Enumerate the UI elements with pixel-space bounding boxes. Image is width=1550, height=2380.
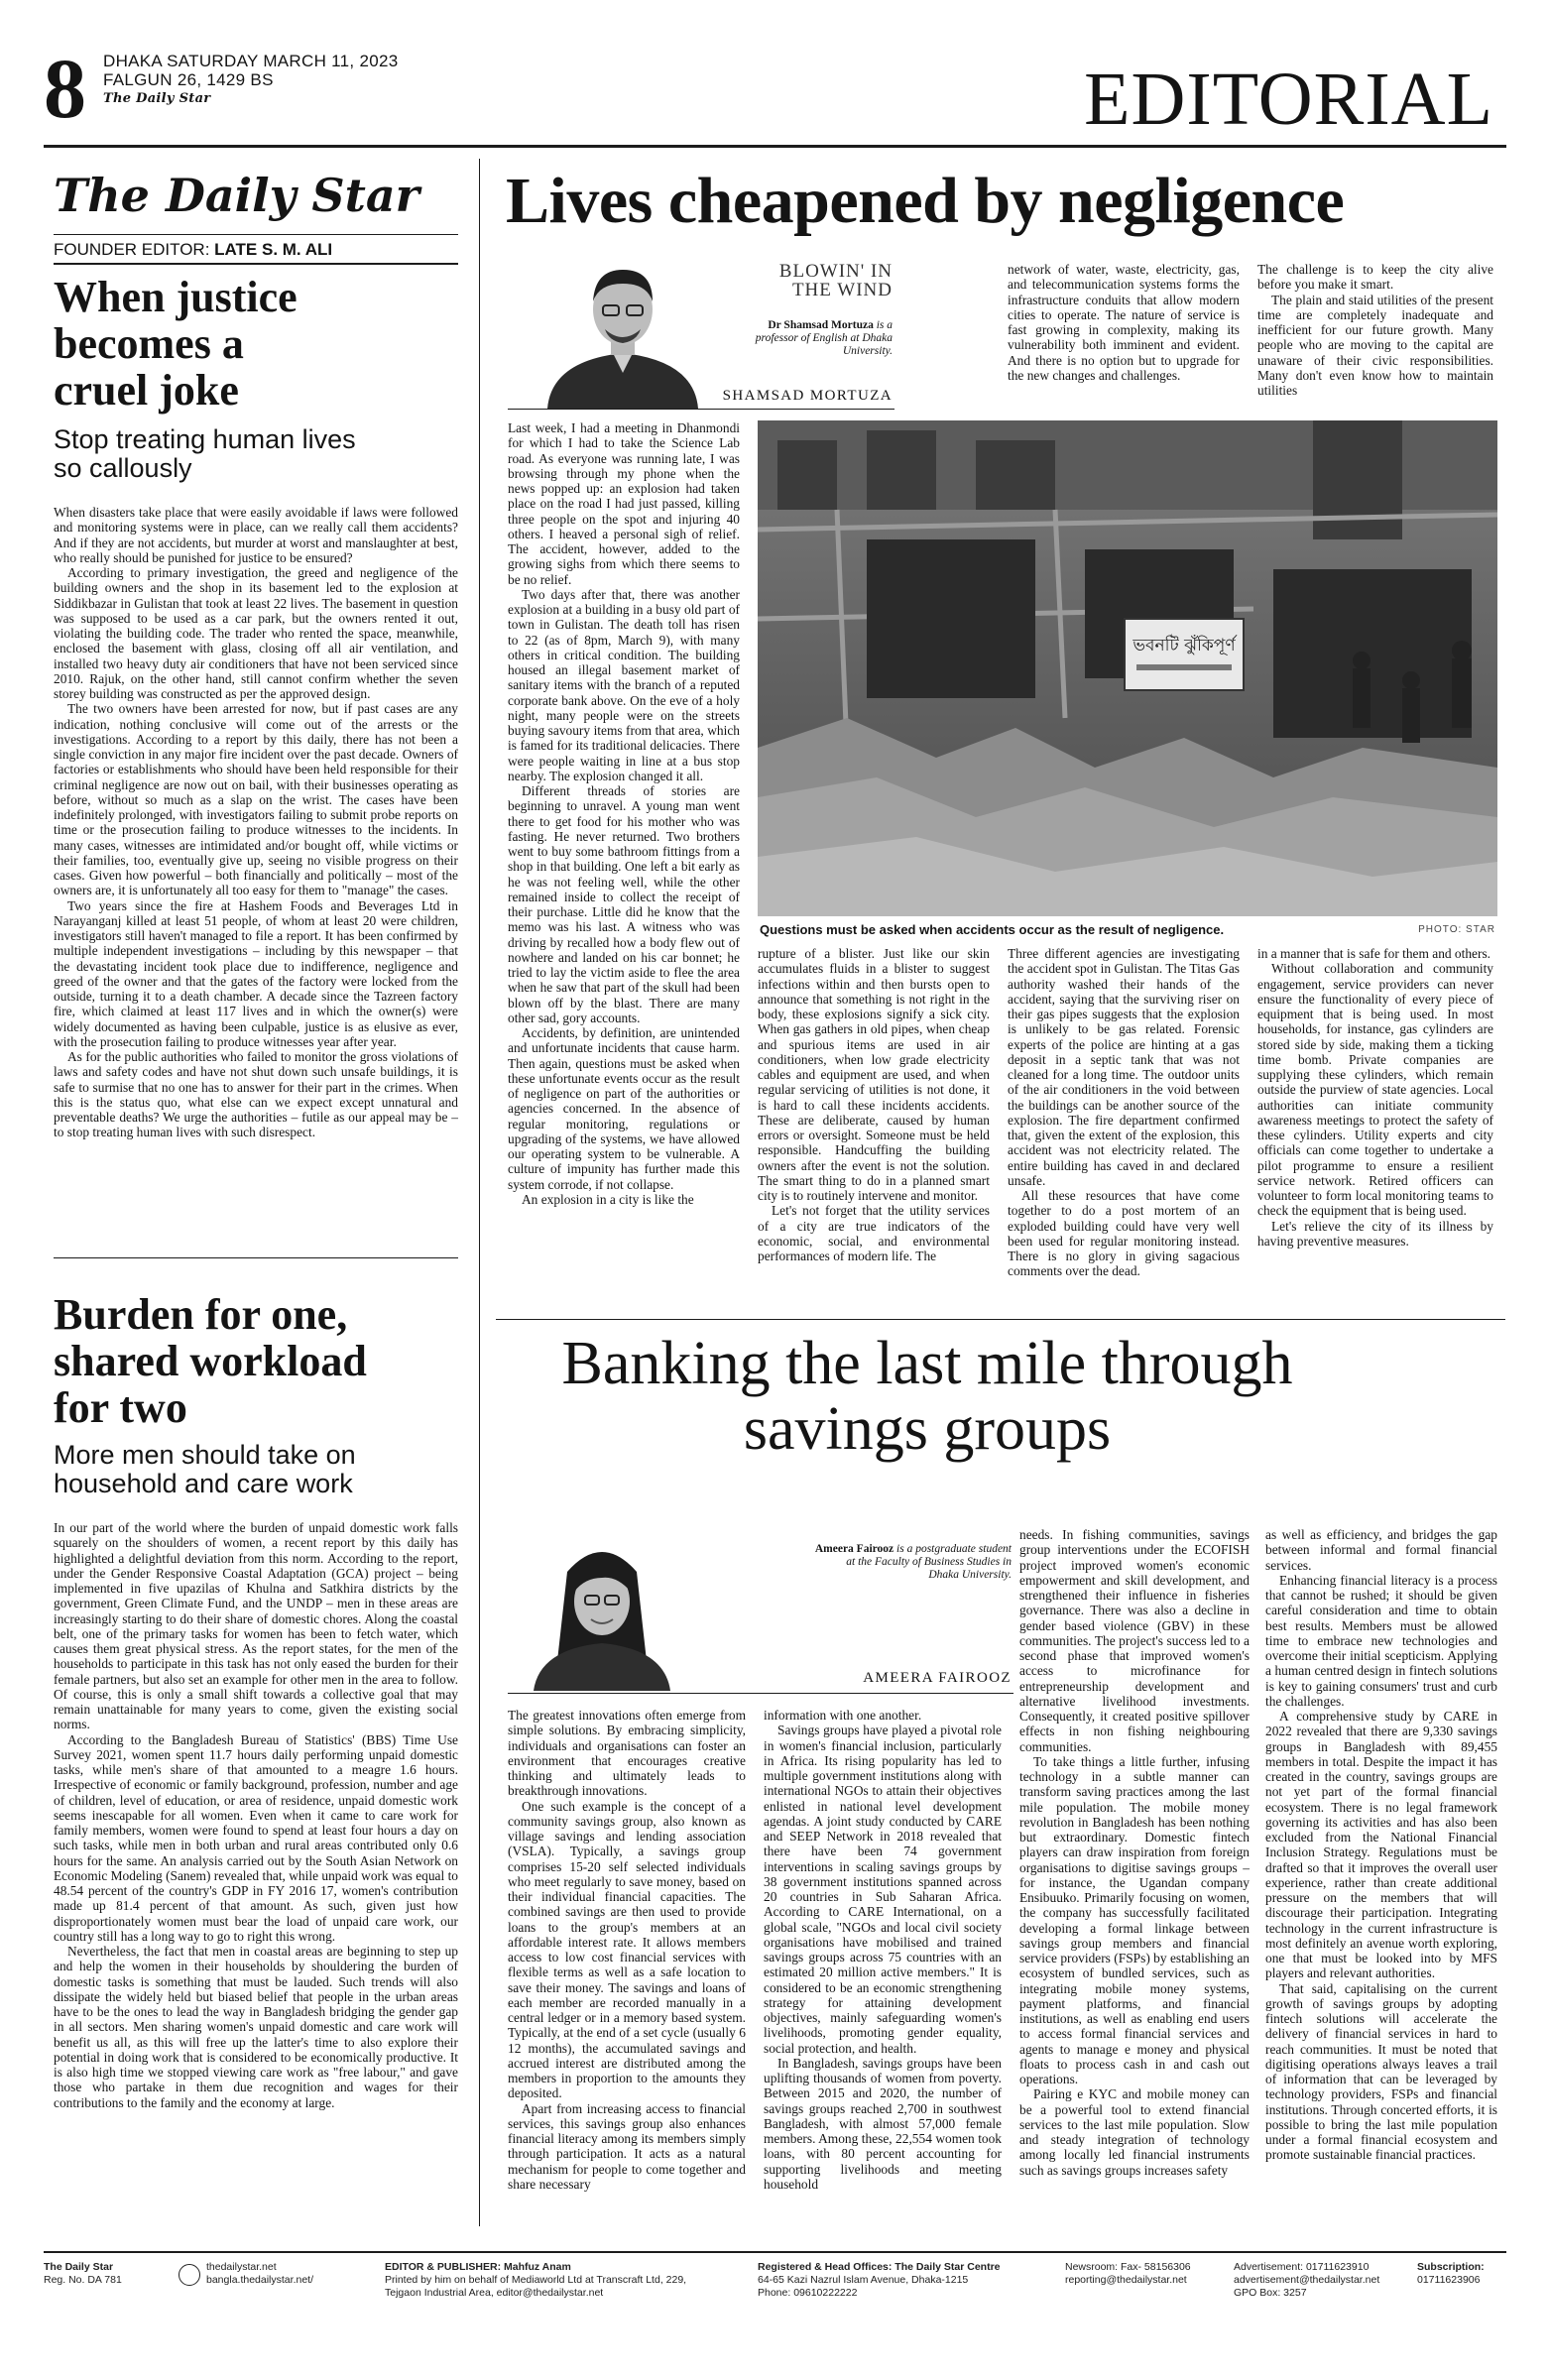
footer-editor-line: EDITOR & PUBLISHER: Mahfuz Anam: [385, 2261, 571, 2273]
warning-sign-text: ভবনটি ঝুঁকিপূর্ণ: [1133, 636, 1236, 655]
column-divider: [479, 159, 480, 2226]
editorial-1-headline: When justice becomes a cruel joke: [54, 273, 298, 415]
accident-photo: [758, 420, 1497, 916]
paragraph: The greatest innovations often emerge from simple solutions. By embracing simplicity, individuals and organisations can foster an environment that encourages creative thinking and ultimately leads to breakthrough innovations.: [508, 1708, 746, 1799]
page-number: 8: [44, 41, 86, 136]
paragraph: Two days after that, there was another explosion at a building in a busy old part of town in Gulistan. The death toll has risen to 22 (as of 8pm, March 9), with many others in critical condition. The building housed an illegal basement market of sanitary items with the branch of a reputed corporate bank above. On the eve of a holy night, many people were on the streets buying savoury items from that area, which is famed for its traditional delicacies. There were people waiting in line at a bus stop nearby. The explosion changed it all.: [508, 586, 740, 783]
paragraph: as well as efficiency, and bridges the gap between informal and formal financial services.: [1265, 1527, 1497, 1573]
editorial-2-body: [54, 1520, 458, 2110]
footer-site[interactable]: thedailystar.net: [206, 2261, 277, 2273]
paragraph: Three different agencies are investigating the accident spot in Gulistan. The Titas Gas authority washed their hands of the accident, saying that the surviving riser on their gas pipes suggests that the explosion is unlikely to be gas related. Forensic experts of the police are hinting at a gas deposit in a septic tank that was not cleaned for a long time. The outdoor units of the air conditioners in the void between the buildings can be another source of the explosion. The fire department confirmed that, given the extent of the explosion, this accident was not electricity related. The entire building has caved in and declared unsafe.: [1008, 946, 1240, 1188]
paragraph: An explosion in a city is like the: [522, 1191, 694, 1207]
footer-rule: [44, 2251, 1506, 2253]
footer-advertisement: [1234, 2261, 1402, 2300]
paragraph: Let's relieve the city of its illness by having preventive measures.: [1257, 1218, 1493, 1249]
author-description: [724, 319, 893, 358]
founder-rule: [54, 263, 458, 265]
founder-label: FOUNDER EDITOR:: [54, 240, 215, 259]
footer-paper-name: The Daily Star: [44, 2261, 114, 2273]
article-1-col-1: [508, 420, 740, 1207]
footer-ad-phone: Advertisement: 01711623910: [1234, 2261, 1370, 2273]
author-portrait-ameera: [508, 1532, 696, 1691]
article-1-col-b3: [1257, 946, 1493, 1249]
portrait-graphic: [508, 250, 738, 409]
paragraph: According to primary investigation, the greed and negligence of the building owners and the shop in its basement led to the explosion at Siddikbazar in Gulistan that took at least 22 lives. The basement in question was supposed to be used as a car park, but the owners rented it out, violating the building code. The trader who rented the space, meanwhile, enclosed the basement with glass, closing off all air ventilation, and installed two heavy duty air conditioners that have not been serviced since 2010. Rajuk, on the other hand, still cannot confirm whether the seven storey building was constructed as per the approved design.: [54, 565, 458, 701]
paragraph: Let's not forget that the utility services of a city are true indicators of the economic, social, and environmental performances of modern life. The: [758, 1203, 990, 1263]
bangla-date: FALGUN 26, 1429 BS: [103, 70, 274, 89]
footer-gpo: GPO Box: 3257: [1234, 2287, 1307, 2299]
article-2-byline: AMEERA FAIROOZ: [863, 1670, 1012, 1686]
article-1-byline: SHAMSAD MORTUZA: [722, 388, 893, 404]
paragraph: The plain and staid utilities of the present time are completely inadequate and inefficient for our future growth. Many people who are moving to the capital are unaware of their civic responsibilities. Many don't even know how to maintain utilities: [1257, 292, 1493, 398]
footer-printer-address: Tejgaon Industrial Area, editor@thedailystar.net: [385, 2287, 604, 2299]
founder-line: [54, 240, 332, 260]
column-kicker: BLOWIN' IN THE WIND: [778, 261, 893, 300]
paragraph: needs. In fishing communities, savings group interventions under the ECOFISH project improved women's economic empowerment and skill development, and strengthened their influence in fisheries governance. There was also a decline in gender based violence (GBV) in these communities. The project's success led to a second phase that improved women's access to microfinance for entrepreneurship development and alternative livelihood investments. Consequently, it created positive spillover effects in non fishing neighbouring communities.: [1019, 1527, 1250, 1754]
paragraph: One such example is the concept of a community savings group, also known as village savings and lending association (VSLA). Typically, a savings group comprises 15-20 self selected individuals who meet regularly to save money, based on their individual financial capacities. The combined savings are then used to provide loans to the group's members at an affordable interest rate. It allows members access to low cost financial services with flexible terms as well as a safe location to save their money. The savings and loans of each member are recorded manually in a central ledger or in a memory based system. Typically, at the end of a set cycle (usually 6 12 months), the accumulated savings and accrued interest are distributed among the members in proportion to the amounts they deposited.: [508, 1798, 746, 2101]
paragraph: The two owners have been arrested for now, but if past cases are any indication, nothing conclusive will come out of the arrests or the investigations. According to a report by this daily, there has not been a single conviction in any major fire incident over the past decade. Owners of factories or establishments who should have been held responsible for their criminal negligence are now out on bail, with their businesses operating as before, without so much as a slap on the wrist. The cases have been indefinitely prolonged, with investigators failing to submit probe reports on time or the prosecution failing to produce witnesses to the incidents. In many cases, witnesses are intimidated and/or bought off, while victims or their families, too, eventually give up, seeing no visible progress on their cases. Given how powerful – both financially and politically – most of the owners are, it is unfortunately all too easy for them to "manage" the cases.: [54, 701, 458, 898]
paragraph: Enhancing financial literacy is a process that cannot be rushed; it should be given careful consideration and time to obtain best results. Members must be allowed time to embrace new technologies and overcome their initial scepticism. Applying a human centred design in fintech solutions is key to gaining consumers' trust and curb the challenges.: [1265, 1572, 1497, 1709]
editorial-1-subhead: Stop treating human lives so callously: [54, 424, 356, 483]
footer-subscription: [1417, 2261, 1506, 2287]
footer-newsroom-fax: Newsroom: Fax- 58156306: [1065, 2261, 1191, 2273]
date: DHAKA SATURDAY MARCH 11, 2023: [103, 52, 399, 70]
footer-office: [758, 2261, 1045, 2300]
portrait-graphic: [508, 1532, 696, 1691]
author-2-description: [813, 1543, 1012, 1582]
author-desc-text: is a professor of English at Dhaka University.: [755, 319, 893, 357]
footer-editor: [385, 2261, 742, 2300]
article-2-col-2: [764, 1708, 1002, 2192]
photo-caption: Questions must be asked when accidents occur as the result of negligence.: [760, 922, 1225, 937]
article-1-headline: Lives cheapened by negligence: [506, 165, 1345, 237]
article-2-col-3: [1019, 1527, 1250, 2178]
byline-rule: [508, 409, 894, 410]
dateline: [103, 52, 398, 108]
paragraph: Pairing e KYC and mobile money can be a powerful tool to extend financial services to the last mile population. Slow and steady integration of technology among locally led financial instruments such as savings groups increases safety: [1019, 2086, 1250, 2178]
paragraph: Apart from increasing access to financial services, this savings group also enhances financial literacy among its members simply through participation. It acts as a natural mechanism for people to come together and share necessary: [508, 2100, 746, 2192]
footer-phone: Phone: 09610222222: [758, 2287, 858, 2299]
section-title: EDITORIAL: [1084, 58, 1493, 141]
paragraph: rupture of a blister. Just like our skin accumulates fluids in a blister to suggest infections within and then bursts open to announce that something is not right in the body, these explosions signify a sick city. When gas gathers in old pipes, when cheap and spurious items are used in air conditioners, when low grade electricity cables and equipment are used, and when regular servicing of utilities is not done, it is hard to call these incidents accidents. These are deliberate, caused by human errors or oversight. Someone must be held responsible. Handcuffing the building owners after the event is not the solution. The smart thing to do in a planned smart city is to routinely intervene and monitor.: [758, 946, 990, 1203]
article-divider: [496, 1319, 1505, 1320]
editorial-1-body: [54, 505, 458, 1140]
footer-office-title: Registered & Head Offices: The Daily Star Centre: [758, 2261, 1001, 2273]
paragraph: Two years since the fire at Hashem Foods and Beverages Ltd in Narayanganj killed at least 51 people, of whom at least 20 were children, investigators still haven't managed to file a report. It has been confirmed by multiple independent investigations – including by this newspaper – that the devastating incident took place due to indifference, negligence and greed of the owner and that the gates of the factory were locked from the outside, turning it to a death chamber. A decade since the Tazreen factory fire, which claimed at least 117 lives and in which the owner(s) were widely documented as having been culpable, justice is as elusive as ever, with the prosecution failing to produce witnesses year after year.: [54, 897, 458, 1049]
rubble-scene: [758, 420, 1497, 916]
paper-name-small: The Daily Star: [103, 91, 211, 106]
footer-office-address: 64-65 Kazi Nazrul Islam Avenue, Dhaka-1215: [758, 2274, 969, 2286]
paragraph: in a manner that is safe for them and others.: [1257, 946, 1491, 961]
author-desc-name: Dr Shamsad Mortuza: [768, 319, 874, 331]
editorial-2-subhead: More men should take on household and care work: [54, 1440, 356, 1498]
globe-icon: [179, 2264, 200, 2286]
paragraph: Last week, I had a meeting in Dhanmondi for which I had to take the Science Lab road. As everyone was running late, I was browsing through my phone when the news popped up: an explosion had taken place on the road I had just passed, killing three people on the spot and injuring 40 others. I heaved a personal sigh of relief. The accident, however, added to the growing sighs from which there seems to be no relief.: [508, 420, 740, 587]
author-portrait-shamsad: [508, 250, 738, 409]
paragraph: Nevertheless, the fact that men in coastal areas are beginning to step up and help the women in their households by shouldering the burden of domestic tasks is something that must be lauded. Such trends will also dissipate the widely held but biased belief that people in the urban areas have to be the ones to lead the way in Bangladesh bridging the gender gap in all sectors. Men sharing women's unpaid domestic and care work will benefit us all, as this will free up the latter's time to also explore their potential in doing work that is considered to be economically productive. It is also high time we stopped viewing care work as "free labour," and gave those who partake in them due recognition and wages for their contributions to the family and the economy at large.: [54, 1944, 458, 2110]
paragraph: Different threads of stories are beginning to unravel. A young man went there to get food for his mother who was fasting. He never returned. Two brothers went to buy some bathroom fittings from a shop in that building. One left a bit early as he was not feeling well, while the other remained inside to collect the receipt of their purchase. Little did he know that the memo was his last. A witness who was driving by recalled how a body flew out of nowhere and landed on his car bonnet; he tried to lay the victim aside to flee the area when he saw that part of the skull had been blown off by the blast. There are many other sad, gory accounts.: [508, 783, 740, 1025]
footer-newsroom: [1065, 2261, 1224, 2287]
footer-sub-phone: 01711623906: [1417, 2274, 1481, 2286]
paragraph: In Bangladesh, savings groups have been uplifting thousands of women from poverty. Between 2015 and 2020, the number of savings groups reached 2,700 in southwest Bangladesh, with almost 57,000 female members. Among these, 22,554 women took loans, with 80 percent accounting for supporting livelihoods and meeting household: [764, 2055, 1002, 2192]
paragraph: Savings groups have played a pivotal role in women's financial inclusion, particularly in Africa. Its rising popularity has led to multiple government institutions along with international NGOs to attain their objectives enlisted in national level development agendas. A joint study conducted by CARE and SEEP Network in 2018 revealed that there have been 74 government interventions in scaling savings groups by 38 government institutions spanned across 20 countries in Sub Saharan Africa. According to CARE International, on a global scale, "NGOs and local civil society organisations have mobilised and trained savings groups across 75 countries with an estimated 20 million active members." It is considered to be an economic strengthening strategy for attaining development objectives, mainly safeguarding women's livelihoods, promoting gender equality, social protection, and health.: [764, 1723, 1002, 2056]
paragraph: All these resources that have come together to do a post mortem of an exploded building could have very well been used for regular monitoring instead. There is no glory in giving sagacious comments over the dead.: [1008, 1188, 1240, 1279]
footer-paper: [44, 2261, 192, 2287]
paragraph: The challenge is to keep the city alive before you make it smart.: [1257, 262, 1493, 293]
logo: The Daily Star: [54, 169, 419, 222]
paragraph: Without collaboration and community engagement, service providers can never ensure the functionality of every piece of equipment that is being used. In most households, for instance, gas cylinders are stored side by side, making them a ticking time bomb. Private companies are supplying these cylinders, which remain outside the purview of state agencies. Local authorities can initiate community awareness meetings to protect the safety of these cylinders. Utility experts and city officials can come together to undertake a pilot programme to ensure a resilient service network. Retired officers can volunteer to form local monitoring teams to check the equipment that is being used.: [1257, 961, 1493, 1219]
paragraph: As for the public authorities who failed to monitor the gross violations of laws and safety codes and have not shut down such unsafe buildings, it is safe to surmise that no one has to answer for their part in the crimes. When this is the status quo, what else can we expect except unnatural and preventable deaths? We urge the authorities – futile as our appeal may be – to stop treating human lives with such disrespect.: [54, 1049, 458, 1140]
footer-site-bangla[interactable]: bangla.thedailystar.net/: [206, 2274, 313, 2286]
founder-name: LATE S. M. ALI: [214, 240, 333, 259]
article-2-col-1: [508, 1708, 746, 2192]
footer-sub-label: Subscription:: [1417, 2261, 1485, 2273]
article-1-col-b2: [1008, 946, 1240, 1279]
editorial-justice: [54, 274, 458, 1140]
article-1-col-3-top: [1257, 262, 1493, 398]
footer-ad-email[interactable]: advertisement@thedailystar.net: [1234, 2274, 1380, 2286]
paragraph: To take things a little further, infusing technology in a subtle manner can transform saving practices among the last mile population. The mobile money revolution in Bangladesh has been nothing but extraordinary. Domestic fintech players can draw inspiration from foreign organisations to digitise savings groups – for instance, the Ugandan company Ensibuuko. Primarily focusing on women, the company has successfully facilitated developing a formal linkage between savings group members and financial service providers (FSPs) by establishing an ecosystem of bundled services, such as integrating mobile money systems, payment platforms, and financial institutions, as well as enabling end users to access formal financial services and agents to manage e money and physical floats to process cash in and cash out operations.: [1019, 1753, 1250, 2086]
footer-newsroom-email[interactable]: reporting@thedailystar.net: [1065, 2274, 1187, 2286]
author-2-desc-name: Ameera Fairooz: [814, 1543, 894, 1555]
article-1-col-2-top: [1008, 262, 1240, 383]
article-1-col-b1: [758, 946, 990, 1263]
footer-web: [179, 2261, 377, 2287]
editorial-2-headline: Burden for one, shared workload for two: [54, 1290, 367, 1432]
byline-2-rule: [508, 1693, 1013, 1694]
paragraph: information with one another.: [764, 1708, 922, 1723]
paragraph: Accidents, by definition, are unintended and unfortunate incidents that cause harm. Then again, questions must be asked when these unfortunate events occur as the result of negligence on part of the authorities or agencies concerned. In the absence of regular monitoring, regulations or upgrading of the systems, we have allowed our operating system to be vulnerable. A culture of impunity has further made this system corrode, if not collapse.: [508, 1025, 740, 1192]
footer-printer: Printed by him on behalf of Mediaworld Ltd at Transcraft Ltd, 229,: [385, 2274, 687, 2286]
footer-reg: Reg. No. DA 781: [44, 2274, 122, 2286]
paragraph: In our part of the world where the burden of unpaid domestic work falls squarely on the shoulders of women, a recent report by this daily has highlighted a delightful deviation from this norm. According to the report, under the Gender Responsive Coastal Adaptation (GCA) project – being implemented in five upazilas of Khulna and Satkhira districts by the government, Green Climate Fund, and the UNDP – men in these areas are increasingly starting to do their share of domestic chores. Along the coastal belt, one of the primary tasks for women has been to fetch water, which causes them great physical stress. As the report states, for the men of the households to participate in this task has not only eased the burden for their female partners, but also set an example for other men in the area to follow. Of course, this is only a small shift towards a collective goal that may remain unattainable for many years to come, given the existing social norms.: [54, 1520, 458, 1732]
photo-credit: PHOTO: STAR: [1418, 924, 1495, 935]
editorial-divider: [54, 1257, 458, 1258]
paragraph: network of water, waste, electricity, gas, and telecommunication systems forms the infrastructure conduits that allow modern cities to operate. The nature of service is fast growing in complexity, making its vulnerability both imminent and evident. And there is no option but to upgrade for the new changes and challenges.: [1008, 262, 1240, 383]
paragraph: According to the Bangladesh Bureau of Statistics' (BBS) Time Use Survey 2021, women spent 11.7 hours daily performing unpaid domestic tasks, while men's share of that amounted to a meagre 1.6 hours. Irrespective of economic or family background, profession, number and age of children, level of education, or area of residence, unpaid domestic work seems inescapable for all women. Even when it came to care work for family members, women were found to spend at least four hours a day on such tasks, while men in both urban and rural areas contributed only 0.6 hours for the same. An analysis carried out by the South Asian Network on Economic Modeling (Sanem) revealed that, while unpaid work was equal to 48.54 percent of the country's GDP in FY 2016 17, women's contribution made up 81.4 percent of that amount. As such, given just how disproportionately women must bear the load of unpaid care work, our country still has a long way to go to right this wrong.: [54, 1731, 458, 1944]
editorial-burden: [54, 1291, 458, 2110]
masthead-rule: [44, 145, 1506, 148]
footer: [44, 2261, 1506, 2301]
article-2-headline: Banking the last mile through savings groups: [561, 1330, 1293, 1463]
paragraph: That said, capitalising on the current growth of savings groups by adopting fintech solutions will accelerate the delivery of financial services in hard to reach communities. It must be noted that digitising operations always leaves a trail of information that can be leveraged by technology providers, FSPs and financial institutions. Through concerted efforts, it is possible to bring the last mile population under a formal financial ecosystem and promote sustainable financial practices.: [1265, 1980, 1497, 2163]
author-2-desc-text: is a postgraduate student at the Faculty of Business Studies in Dhaka University.: [846, 1543, 1012, 1581]
article-2-col-4: [1265, 1527, 1497, 2163]
logo-rule: [54, 234, 458, 235]
paragraph: When disasters take place that were easily avoidable if laws were followed and monitoring systems were in place, can we really call them accidents? And if they are not accidents, but murder at worst and manslaughter at best, who really should be punished for justice to be ensured?: [54, 505, 458, 565]
paragraph: A comprehensive study by CARE in 2022 revealed that there are 9,330 savings groups in Bangladesh with 89,455 members in total. Despite the impact it has created in the country, savings groups are not yet part of the formal financial ecosystem. There is no legal framework governing its activities and has also been excluded from the National Financial Inclusion Strategy. Regulations must be drafted so that it improves the overall user experience, rather than create additional pressure on the members that will discourage their participation. Integrating technology in the current infrastructure is most definitely an avenue worth exploring, one that must be looked into by MFS players and relevant authorities.: [1265, 1709, 1497, 1981]
